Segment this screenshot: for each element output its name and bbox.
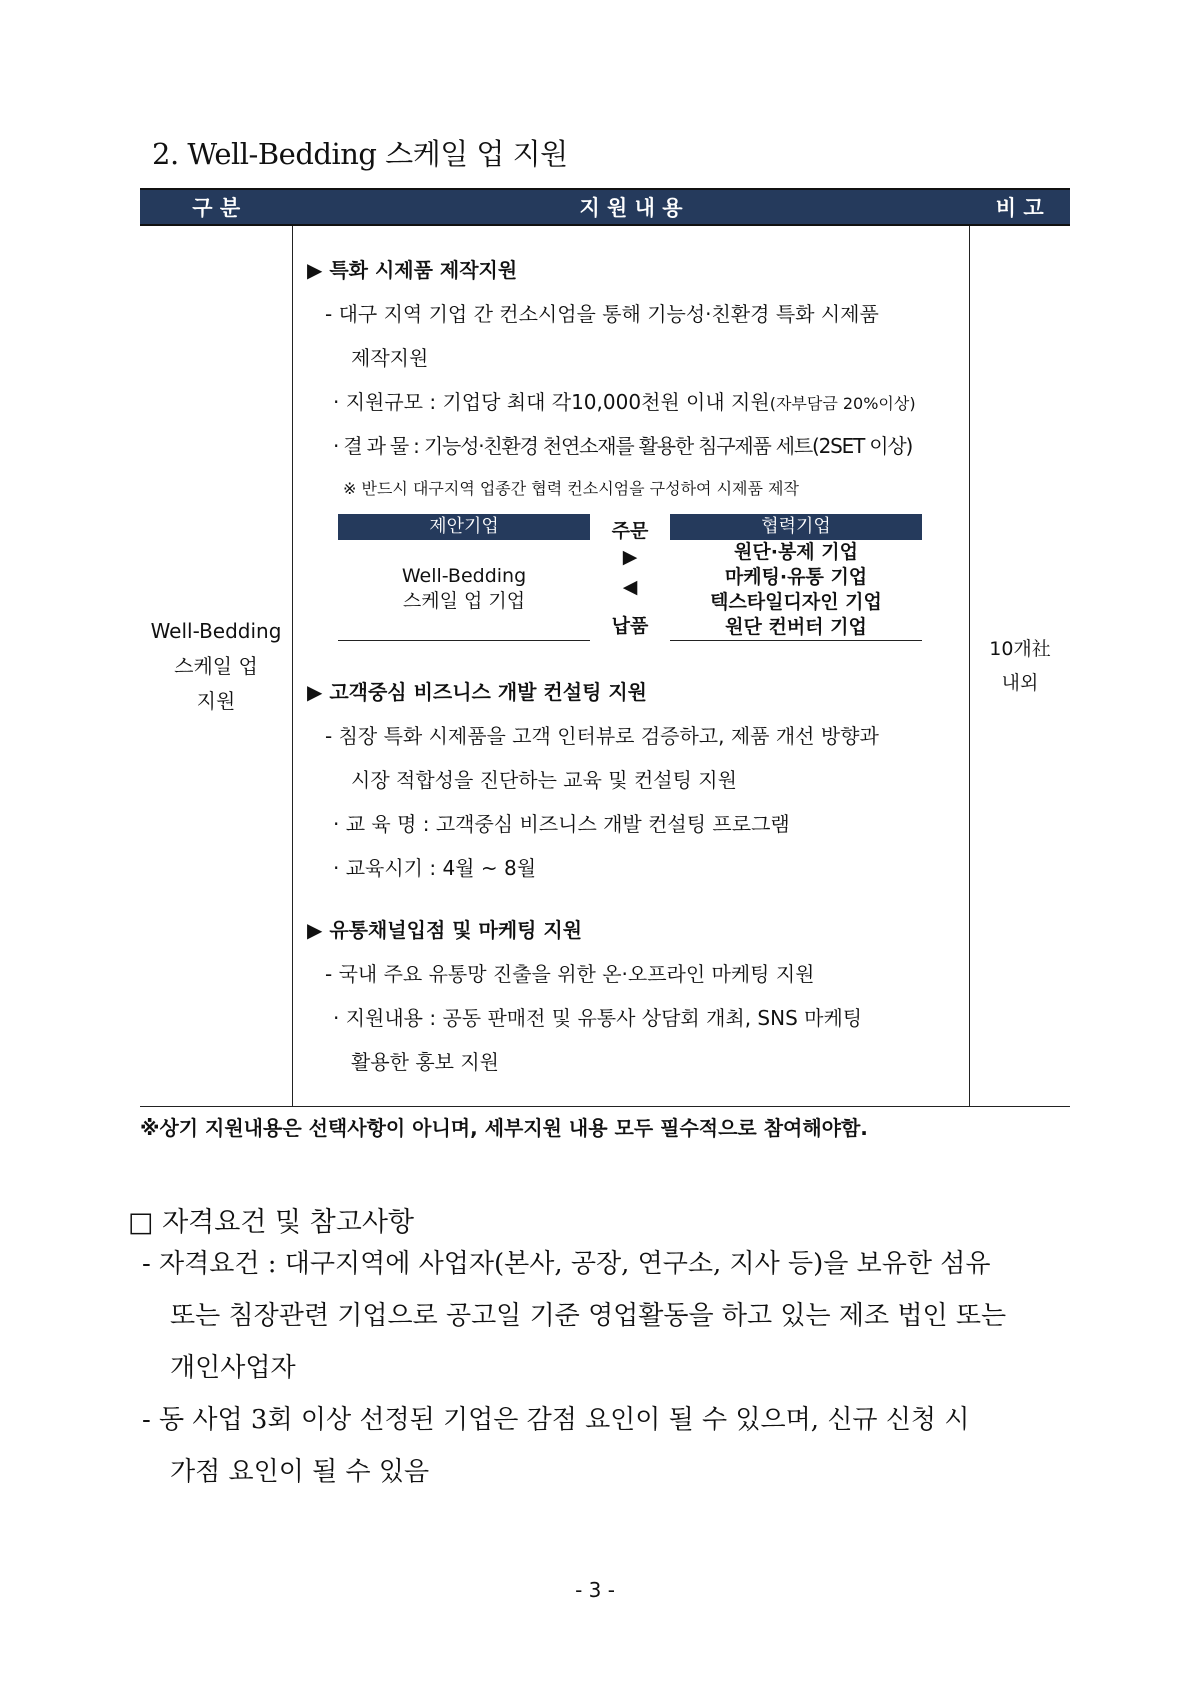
section1-item-scale: · 지원규모 : 기업당 최대 각10,000천원 이내 지원(자부담금 20%이상) (333, 390, 916, 414)
table-header-row (140, 189, 1070, 225)
header-content: 지 원 내 용 (293, 189, 970, 225)
header-remarks: 비 고 (970, 189, 1071, 225)
page-number: - 3 - (575, 1578, 615, 1602)
partner-body: 원단·봉제 기업 마케팅·유통 기업 텍스타일디자인 기업 원단 컨버터 기업 (710, 541, 882, 638)
proposer-body: Well-Bedding 스케일 업 기업 (401, 565, 527, 612)
order-label: 주문 (611, 520, 649, 542)
partner-header: 협력기업 (670, 514, 922, 540)
arrow-left-icon: ◀ (622, 576, 638, 598)
category-label: Well-Bedding 스케일 업 지원 (150, 618, 282, 713)
section1-item-result: · 결 과 물 : 기능성·친환경 천연소재를 활용한 침구제품 세트(2SET 이상) (333, 434, 913, 458)
proposer-underline (338, 640, 590, 641)
page-title: 2. Well-Bedding 스케일 업 지원 (152, 137, 568, 171)
section3-desc: - 국내 주요 유통망 진출을 위한 온·오프라인 마케팅 지원 (325, 962, 815, 986)
qualification-paragraph-2: - 동 사업 3회 이상 선정된 기업은 감점 요인이 될 수 있으며, 신규 신청 시 가점 요인이 될 수 있음 (142, 1405, 970, 1487)
section2-desc: - 침장 특화 시제품을 고객 인터뷰로 검증하고, 제품 개선 방향과 (325, 724, 879, 748)
section3-heading: ▶ 유통채널입점 및 마케팅 지원 (307, 918, 583, 942)
section2-heading: ▶ 고객중심 비즈니스 개발 컨설팅 지원 (307, 680, 647, 704)
arrow-right-icon: ▶ (622, 546, 638, 568)
section1-desc-cont: 제작지원 (351, 346, 429, 370)
section2-item-period: · 교육시기 : 4월 ~ 8월 (333, 856, 537, 880)
remarks-label: 10개社 내외 (989, 638, 1051, 694)
category-cell (140, 225, 293, 1107)
header-category: 구 분 (140, 189, 293, 225)
section2-desc-cont: 시장 적합성을 진단하는 교육 및 컨설팅 지원 (351, 768, 737, 792)
proposer-header: 제안기업 (338, 514, 590, 540)
section3-item: · 지원내용 : 공동 판매전 및 유통사 상담회 개최, SNS 마케팅 (333, 1006, 863, 1030)
section3-item-cont: 활용한 홍보 지원 (351, 1050, 499, 1074)
content-cell (293, 225, 970, 1107)
remarks-cell (970, 225, 1071, 1107)
partner-underline (670, 640, 922, 641)
table-row (140, 225, 1070, 1107)
section2-item-name: · 교 육 명 : 고객중심 비즈니스 개발 컨설팅 프로그램 (333, 812, 790, 836)
support-table (140, 188, 1070, 1107)
section1-note: ※ 반드시 대구지역 업종간 협력 컨소시엄을 구성하여 시제품 제작 (343, 479, 799, 498)
delivery-label: 납품 (611, 615, 649, 637)
qualification-heading: □ 자격요건 및 참고사항 (128, 1207, 414, 1238)
section1-desc: - 대구 지역 기업 간 컨소시엄을 통해 기능성·친환경 특화 시제품 (325, 302, 879, 326)
section1-heading: ▶ 특화 시제품 제작지원 (307, 258, 518, 282)
footnote: ※상기 지원내용은 선택사항이 아니며, 세부지원 내용 모두 필수적으로 참여해야함. (140, 1116, 868, 1140)
qualification-paragraph-1: - 자격요건 : 대구지역에 사업자(본사, 공장, 연구소, 지사 등)을 보유한 섬유 또는 침장관련 기업으로 공고일 기준 영업활동을 하고 있는 제조 법인 또는 개인사업자 (142, 1249, 1007, 1383)
